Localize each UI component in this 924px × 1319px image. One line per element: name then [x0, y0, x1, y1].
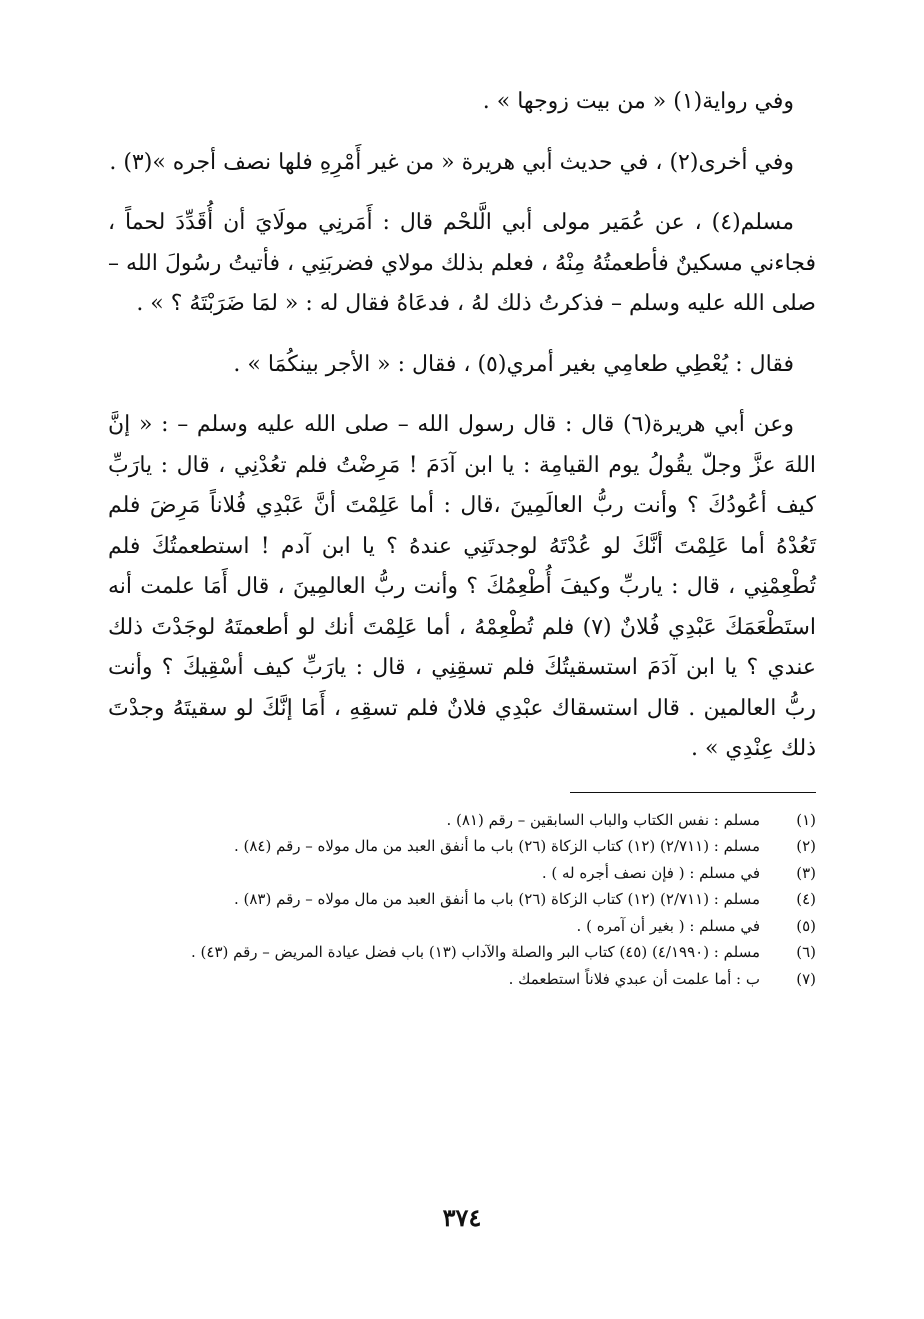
page-body [108, 82, 816, 992]
footnote-text: في مسلم : ( بغير أن آمره ) . [576, 916, 760, 935]
footnote [108, 807, 816, 834]
footnote-divider [570, 792, 816, 793]
footnote-number: (٢) [796, 837, 816, 855]
paragraph: وفي رواية(١) « من بيت زوجها » . [482, 89, 794, 114]
footnote-text: مسلم : (٤/١٩٩٠) (٤٥) كتاب البر والصلة والآداب (١٣) باب فضل عيادة المريض – رقم (٤٣) . [191, 943, 760, 961]
paragraph: وعن أبي هريرة(٦) قال : قال رسول الله – صلى الله عليه وسلم – : « إنَّ اللهَ عزَّ وجلّ يقُولُ يوم القيامِة : يا ابن آدَمَ ! مَرِضْتُ فلم تعُدْنِي ، قال : يارَبِّ كيف أعُودُكَ ؟ وأنت ربُّ العالَمِينَ ،قال : أما عَلِمْتَ أنَّ عَبْدِي فُلاناً مَرِضَ فلم تَعُدْهُ أما عَلِمْتَ أنَّكَ لو عُدْتَهُ لوجدتَنِي عندهُ ؟ يا ابن آدم ! استطعمتُكَ فلم تُطْعِمْنِي ، قال : ياربِّ وكيفَ أُطْعِمُكَ ؟ وأنت ربُّ العالمِينَ ، قال أَمَا علمت أنه استَطْعَمَكَ عَبْدِي فُلانٌ (٧) فلم تُطْعِمْهُ ، أما عَلِمْتَ أنك لو أطعمتَهُ لوجَدْتَ ذلك عندي ؟ يا ابن آدَمَ استسقيتُكَ فلم تسقِنِي ، قال : يارَبِّ كيف أسْقِيكَ ؟ وأنت ربُّ العالمين . قال استسقاك عبْدِي فلانٌ فلم تسقِهِ ، أَمَا إنَّكَ لو سقيتَهُ وجدْتَ ذلك عِنْدِي » . [108, 412, 817, 761]
footnote-text: ب : أما علمت أن عبدي فلاناً استطعمك . [508, 969, 760, 988]
page-number: ٣٧٤ [442, 1203, 482, 1232]
footnote [108, 860, 816, 887]
footnote-number: (٧) [796, 969, 816, 988]
footnote-text: مسلم : (٢/٧١١) (١٢) كتاب الزكاة (٢٦) باب ما أنفق العبد من مال مولاه – رقم (٨٤) . [233, 837, 760, 855]
footnote-text: مسلم : نفس الكتاب والباب السابقين – رقم (٨١) . [446, 810, 760, 829]
footnote-number: (٣) [796, 863, 816, 882]
footnote [108, 966, 816, 993]
footnote-number: (٥) [796, 916, 816, 935]
footnote [108, 833, 816, 860]
footnote [108, 913, 816, 940]
footnote-number: (٤) [796, 890, 816, 908]
paragraph: وفي أخرى(٢) ، في حديث أبي هريرة « من غير أَمْرِهِ فلها نصف أجره »(٣) . [109, 149, 794, 175]
footnote-number: (٦) [796, 943, 816, 961]
footnote-text: في مسلم : ( فإن نصف أجره له ) . [541, 863, 760, 882]
footnote-number: (١) [796, 810, 816, 829]
footnotes [108, 807, 816, 993]
paragraph: مسلم(٤) ، عن عُمَير مولى أبي الَّلحْم قال : أَمَرنِي مولَايَ أن أُقَدِّدَ لحماً ، فجاءني مسكينٌ فأطعمتُهُ مِنْهُ ، فعلم بذلك مولاي فضربَنِي ، فأتيتُ رسُولَ الله – صلى الله عليه وسلم – فذكرتُ ذلك لهُ ، فدعَاهُ فقال له : « لمَا ضَرَبْتَهُ ؟ » . [108, 210, 816, 316]
footnote [108, 939, 816, 966]
footnote-text: مسلم : (٢/٧١١) (١٢) كتاب الزكاة (٢٦) باب ما أنفق العبد من مال مولاه – رقم (٨٣) . [233, 890, 760, 908]
footnote [108, 886, 816, 913]
paragraph: فقال : يُعْطِي طعامِي بغير أمري(٥) ، فقال : « الأجر بينكُمَا » . [233, 351, 794, 377]
